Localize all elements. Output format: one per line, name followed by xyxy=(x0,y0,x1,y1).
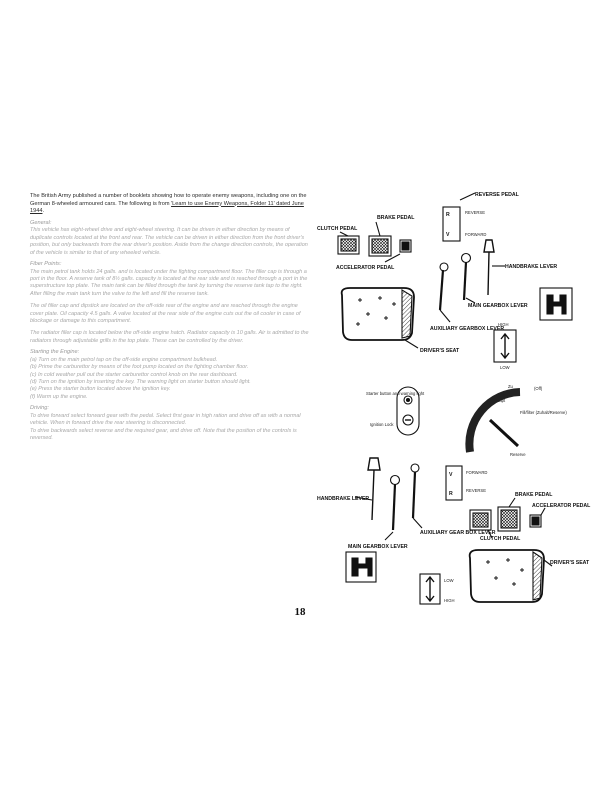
low-label: LOW xyxy=(444,578,454,583)
forward-label: FORWARD xyxy=(465,232,487,237)
main-gearbox-lever-label: MAIN GEARBOX LEVER xyxy=(468,303,528,309)
starter-button-label: Starter button and warning light xyxy=(366,391,425,396)
clutch-pedal-label: CLUTCH PEDAL xyxy=(480,536,521,542)
svg-text:R: R xyxy=(446,212,450,218)
off-label: (Off) xyxy=(534,386,543,391)
reverse-pedal-label: REVERSE PEDAL xyxy=(475,192,519,198)
reverse-label: REVERSE xyxy=(465,210,486,215)
ignition-and-fuel-diagram xyxy=(366,384,567,457)
bottom-controls-diagram xyxy=(317,458,591,604)
start-step: (f) Warm up the engine. xyxy=(30,393,88,400)
high-label: HIGH xyxy=(444,598,455,603)
brake-pedal-label: BRAKE PEDAL xyxy=(515,492,553,498)
aux-gearbox-lever-icon xyxy=(413,472,415,518)
radiator-paragraph: The radiator filler cap is located below the off-side engine hatch. Radiator capacity is 10 galls. Air is admitted to the radiators through adjustable grills in the top plate. These can be controlled by the driver. xyxy=(30,330,309,344)
main-gearbox-lever-label: MAIN GEARBOX LEVER xyxy=(348,544,408,550)
accelerator-pedal-label: ACCELERATOR PEDAL xyxy=(336,265,395,271)
section-heading-starting: Starting the Engine: xyxy=(30,349,80,356)
high-label: HIGH xyxy=(498,322,509,327)
filler-label: Fill/filter (Zuhalt/Reserve) xyxy=(520,410,567,415)
low-label: LOW xyxy=(500,365,510,370)
start-step: (b) Prime the carburettor by means of the foot pump located on the fighting chamber floor. xyxy=(30,364,249,371)
main-gearbox-lever-icon xyxy=(393,484,395,530)
page-number: 18 xyxy=(294,606,306,618)
haupt-label: Haupt xyxy=(494,398,506,403)
petrol-paragraph: The main petrol tank holds 24 galls. and is located under the fighting compartment floor. The filler cap is through a port in the floor. A reserve tank of 8½ galls. capacity is located at the rear side and is reached through a port in the superstructure top plate. The main tank can be filled through the tank by turning the reserve tank tap to the right. After filling the main tank turn the valve to the left and fill the reserve tank. xyxy=(30,268,308,297)
aux-gearbox-lever-label: AUXILIARY GEAR BOX LEVER xyxy=(420,530,496,536)
aux-gearbox-lever-label: AUXILIARY GEARBOX LEVER xyxy=(430,326,505,332)
main-gearbox-lever-icon xyxy=(464,262,466,300)
intro-reference: 'Learn to use Enemy Weapons, Folder 11' dated June 1944 xyxy=(30,200,304,215)
intro-paragraph: The British Army published a number of booklets showing how to operate enemy weapons, including one on the German 8-wheeled armoured cars. The following is from 'Learn to use Enemy Weapons, Folder 11' dated June 1944. xyxy=(30,193,307,215)
driving-paragraph: To drive forward select forward gear with the pedal. Select first gear in high ration and drive off as with a normal vehicle. When in forward drive the rear steering is disconnected. xyxy=(30,412,301,427)
section-heading-fiber-points: Fiber Points: xyxy=(30,261,62,267)
intro-text: The British Army published a number of booklets showing how to operate enemy weapons, including one on the German 8-wheeled armoured cars. The following is from xyxy=(30,193,307,207)
zu-label: Zu xyxy=(508,384,513,389)
svg-text:V: V xyxy=(449,472,453,478)
top-controls-diagram xyxy=(317,192,572,370)
aux-gearbox-lever-icon xyxy=(440,270,443,310)
ignition-lock-label: Ignition Lock xyxy=(370,422,394,427)
oil-paragraph: The oil filler cap and dipstick are located on the off-side rear of the engine and are reached through the engine cover plate. Oil capacity 4.5 galls. A valve located at the rear side of the engine cuts out the oil cooler in case of blockage or damage to this compartment. xyxy=(30,303,301,325)
start-step: (e) Press the starter button located above the ignition key. xyxy=(30,386,171,393)
driving-paragraph: To drive backwards select reverse and the required gear, and drive off. Note that the position of the controls is reversed. xyxy=(30,427,297,442)
brake-pedal-label: BRAKE PEDAL xyxy=(377,215,415,221)
handbrake-lever-icon xyxy=(484,240,494,295)
general-paragraph: This vehicle has eight-wheel drive and eight-wheel steering. It can be driven in either direction by means of duplicate controls located at the front and rear. The vehicle can be driven in either direction from the front driver's position, but only backwards from the rear driver's position. Aside from the change direction controls, the operation of the vehicle is similar to that of any wheeled vehicle. xyxy=(30,227,308,256)
svg-text:V: V xyxy=(446,232,450,238)
accelerator-pedal-label: ACCELERATOR PEDAL xyxy=(532,503,591,509)
start-step: (c) In cold weather pull out the starter carburettor control knob on the rear dashboard. xyxy=(30,371,238,378)
drivers-seat-label: DRIVER'S SEAT xyxy=(420,348,460,354)
drivers-seat-label: DRIVER'S SEAT xyxy=(550,560,590,566)
section-heading-driving: Driving: xyxy=(30,405,49,412)
forward-label: FORWARD xyxy=(466,470,488,475)
reserve-label: Reserve xyxy=(510,452,526,457)
handbrake-lever-icon xyxy=(368,458,380,520)
handbrake-lever-label: HANDBRAKE LEVER xyxy=(505,264,558,270)
svg-text:R: R xyxy=(449,491,453,497)
start-step: (a) Turn on the main petrol tap on the off-side engine compartment bulkhead. xyxy=(30,356,218,363)
start-step: (d) Turn on the ignition by inserting the key. The warning light on starter button should light. xyxy=(30,379,251,386)
reverse-label: REVERSE xyxy=(466,488,487,493)
section-heading-general: General: xyxy=(30,219,52,226)
clutch-pedal-label: CLUTCH PEDAL xyxy=(317,226,358,232)
handbrake-lever-label: HANDBRAKE LEVER xyxy=(317,496,370,502)
